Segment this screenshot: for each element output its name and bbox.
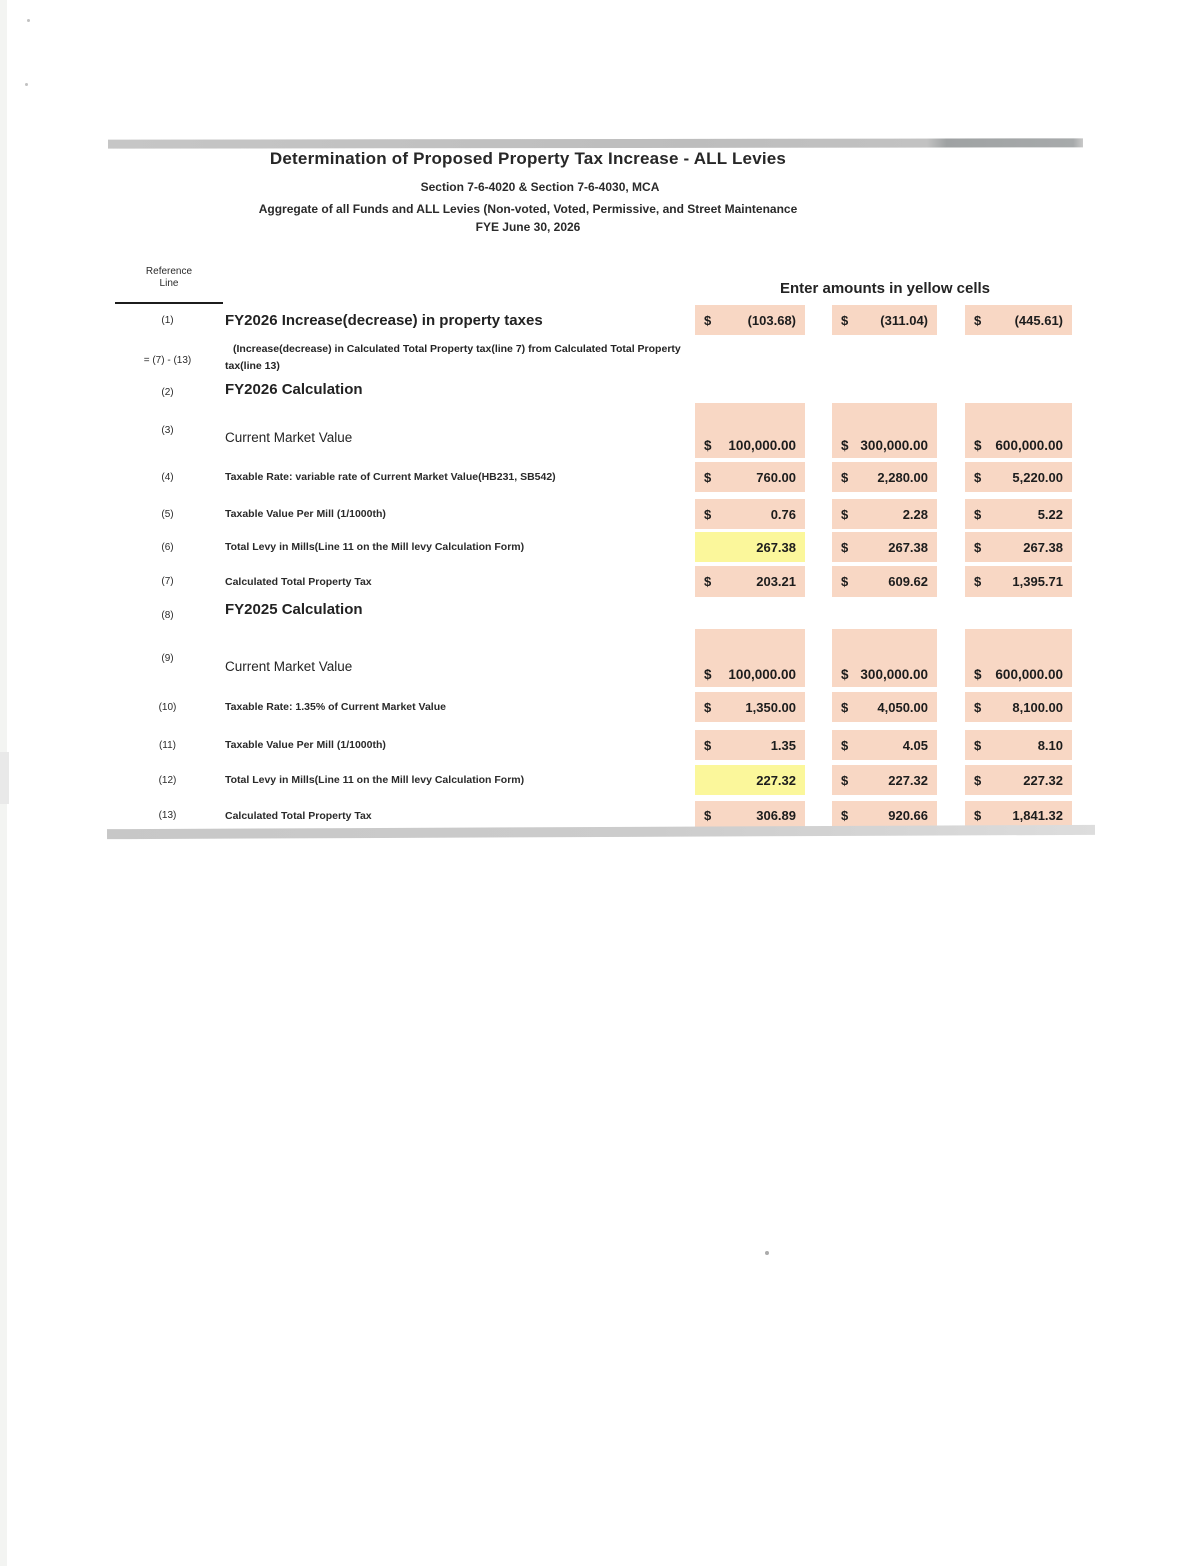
table-row-11 [110,730,1072,760]
scan-edge-artifact [0,752,9,804]
document-subtitle-fye: FYE June 30, 2026 [475,220,581,234]
value-cell: $ 300,000.00 [832,403,937,458]
value-cells [695,403,1072,458]
value-cells [695,532,1072,562]
value-cells [695,730,1072,760]
reference-header-line1: Reference [145,266,193,277]
value-cell: $ 8.10 [965,730,1072,760]
top-divider-bar [108,138,1083,148]
reference-number: (3) [161,425,174,436]
value-cell: $ 1,350.00 [695,692,805,722]
section-header-fy2025: FY2025 Calculation [225,601,363,618]
value-cell: $ 8,100.00 [965,692,1072,722]
reference-number: (6) [161,541,174,553]
value-cell: $ 600,000.00 [965,403,1072,458]
reference-number: (9) [161,652,174,664]
row-label: Calculated Total Property Tax [225,575,372,588]
value-cell: $ 227.32 [832,765,937,795]
value-cell: $ 920.66 [832,801,937,830]
value-cell: $ 4.05 [832,730,937,760]
input-cell-yellow[interactable]: 227.32 [695,765,805,795]
table-row-1 [110,305,1072,335]
table-row-7 [110,566,1072,597]
value-cell: $ 2,280.00 [832,462,937,492]
reference-number: (10) [158,701,177,713]
value-cell: $ 203.21 [695,566,805,597]
value-cells [695,499,1072,529]
reference-number: (2) [161,386,174,398]
value-cell: $ 1.35 [695,730,805,760]
value-cell: $ 1,841.32 [965,801,1072,830]
row-label: Calculated Total Property Tax [225,809,372,822]
reference-number: (1) [161,314,174,326]
tax-calculation-table [110,305,1072,830]
table-row-8 [110,601,1072,629]
reference-header-line2: Line [159,278,179,289]
value-cell: $ 1,395.71 [965,566,1072,597]
row-label: FY2026 Increase(decrease) in property taxes [225,311,543,329]
value-cell: $ 609.62 [832,566,937,597]
scan-speck [765,1251,769,1255]
table-row-4 [110,462,1072,492]
row-label: Total Levy in Mills(Line 11 on the Mill levy Calculation Form) [225,774,525,786]
value-cell: $ 100,000.00 [695,629,805,687]
row-label: Current Market Value [225,659,353,674]
value-cell: $ 760.00 [695,462,805,492]
table-row-10 [110,692,1072,722]
value-cells [695,305,1072,335]
value-cell: $ (445.61) [965,305,1072,335]
row-label: Taxable Rate: variable rate of Current Market Value(HB231, SB542) [225,471,556,483]
reference-number: (12) [158,774,177,786]
table-row-9 [110,629,1072,687]
row-label: Taxable Value Per Mill (1/1000th) [225,508,386,520]
reference-number: (4) [161,471,174,483]
scan-speck [25,83,28,86]
value-cells [695,629,1072,687]
value-cell: $ 600,000.00 [965,629,1072,687]
document-title: Determination of Proposed Property Tax Increase - ALL Levies [269,149,787,168]
value-cell: $ (311.04) [832,305,937,335]
table-row-12 [110,765,1072,795]
value-cell: $ 2.28 [832,499,937,529]
input-cell-yellow[interactable]: 267.38 [695,532,805,562]
value-cell: $ 267.38 [832,532,937,562]
table-row-5 [110,499,1072,529]
table-row-2 [110,381,1072,403]
value-cells [695,566,1072,597]
value-cells [695,765,1072,795]
reference-number: (5) [161,508,174,520]
reference-number: (13) [158,810,177,821]
scan-speck [27,19,30,22]
reference-line-column-header [115,266,223,304]
row-label: Total Levy in Mills(Line 11 on the Mill levy Calculation Form) [225,541,525,553]
section-header-fy2026: FY2026 Calculation [225,381,363,398]
reference-number: (7) [161,576,174,587]
row-label: Taxable Rate: 1.35% of Current Market Value [225,701,446,713]
value-cells [695,462,1072,492]
value-cells [695,692,1072,722]
value-cell: $ 5.22 [965,499,1072,529]
value-cell: $ (103.68) [695,305,805,335]
table-row-formula-note [110,339,1072,381]
table-row-3 [110,403,1072,458]
document-subtitle-scope: Aggregate of all Funds and ALL Levies (Non-voted, Voted, Permissive, and Street Maintenance [258,202,798,216]
value-cell: $ 0.76 [695,499,805,529]
value-cell: $ 100,000.00 [695,403,805,458]
row-label: Taxable Value Per Mill (1/1000th) [225,739,386,751]
table-row-6 [110,532,1072,562]
row-label: Current Market Value [225,430,353,445]
value-cell: $ 5,220.00 [965,462,1072,492]
reference-number: (8) [161,609,174,621]
reference-number: (11) [158,739,177,751]
document-subtitle-statute: Section 7-6-4020 & Section 7-6-4030, MCA [420,180,660,194]
value-cell: $ 227.32 [965,765,1072,795]
value-cell: $ 267.38 [965,532,1072,562]
reference-formula: = (7) - (13) [143,354,192,366]
value-cell: $ 306.89 [695,801,805,830]
row-sublabel: (Increase(decrease) in Calculated Total Property tax(line 7) from Calculated Total Property tax(line 13) [225,343,681,372]
value-cell: $ 4,050.00 [832,692,937,722]
value-cell: $ 300,000.00 [832,629,937,687]
enter-amounts-note: Enter amounts in yellow cells [779,280,991,297]
